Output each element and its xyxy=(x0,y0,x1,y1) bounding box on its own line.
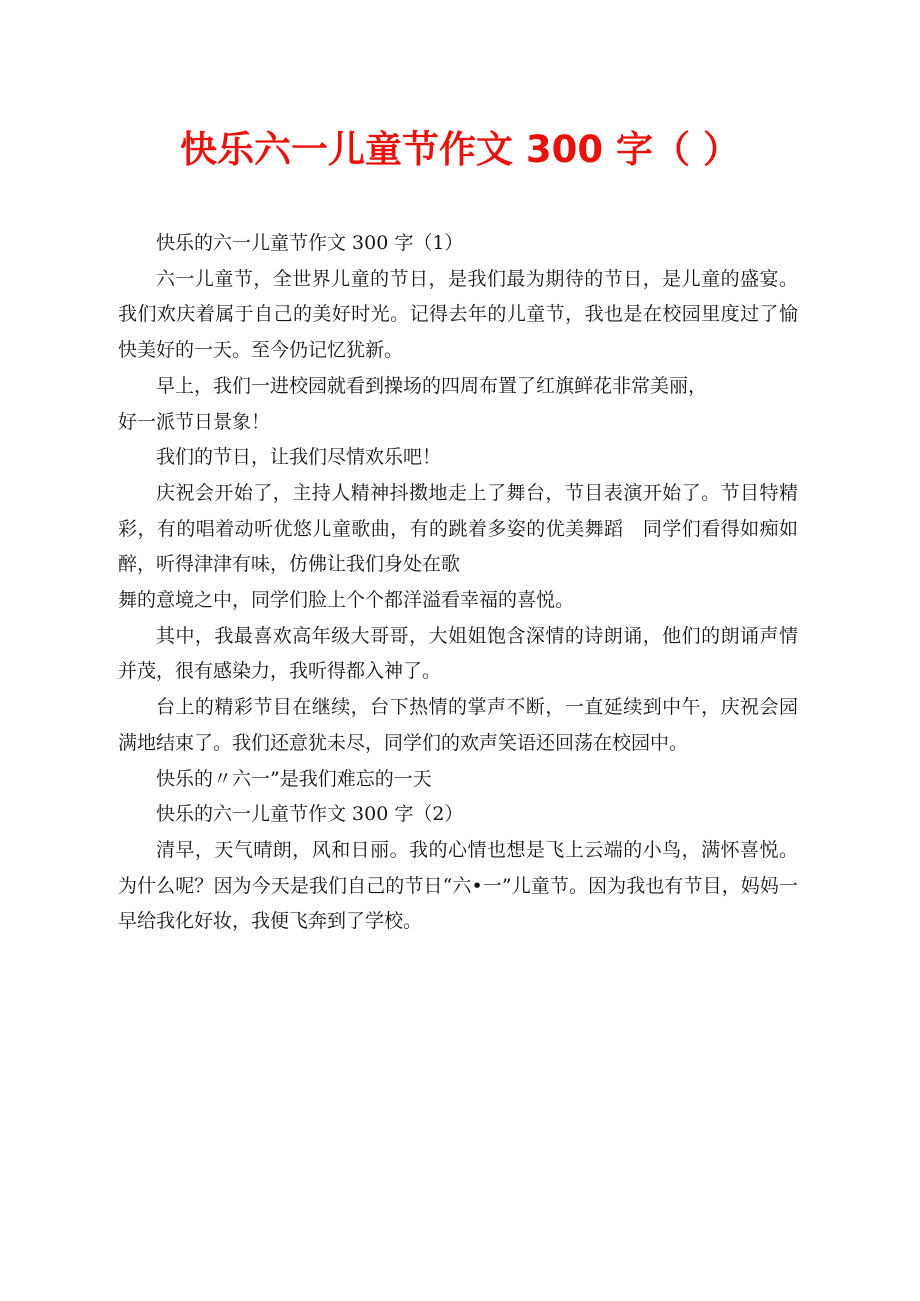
document-body xyxy=(118,226,798,940)
paragraph: 六一儿童节，全世界儿童的节日，是我们最为期待的节日，是儿童的盛宴。我们欢庆着属于自己的美好时光。记得去年的儿童节，我也是在校园里度过了愉快美好的一天。至今仍记忆犹新。 xyxy=(118,267,798,362)
paragraph: 好一派节日景象！ xyxy=(118,410,271,433)
paragraph: 我们的节日，让我们尽情欢乐吧！ xyxy=(156,446,442,469)
document-title: 快乐六一儿童节作文 300 字（ ） xyxy=(180,128,740,171)
paragraph: 清早，天气晴朗，风和日丽。我的心情也想是飞上云端的小鸟，满怀喜悦。为什么呢？因为今天是我们自己的节日“六•一”儿童节。因为我也有节目，妈妈一早给我化好妆，我便飞奔到了学校。 xyxy=(118,838,798,933)
paragraph: 庆祝会开始了，主持人精神抖擞地走上了舞台，节目表演开始了。节目特精彩，有的唱着动听优悠儿童歌曲，有的跳着多姿的优美舞蹈 同学们看得如痴如醉，听得津津有味，仿佛让我们身处在歌 xyxy=(118,481,798,576)
paragraph: 其中，我最喜欢高年级大哥哥，大姐姐饱含深情的诗朗诵，他们的朗诵声情并茂，很有感染力，我听得都入神了。 xyxy=(118,624,798,683)
paragraph: 舞的意境之中，同学们脸上个个都洋溢看幸福的喜悦。 xyxy=(118,589,575,612)
paragraph: 快乐的六一儿童节作文 300 字（1） xyxy=(156,232,464,254)
paragraph: 快乐的六一儿童节作文 300 字（2） xyxy=(156,803,464,826)
paragraph: 台上的精彩节目在继续，台下热情的掌声不断，一直延续到中午，庆祝会园满地结束了。我们还意犹未尽，同学们的欢声笑语还回荡在校园中。 xyxy=(118,696,798,754)
paragraph: 快乐的〃六一”是我们难忘的一天 xyxy=(156,767,432,790)
paragraph: 早上，我们一进校园就看到操场的四周布置了红旗鲜花非常美丽， xyxy=(156,374,708,397)
